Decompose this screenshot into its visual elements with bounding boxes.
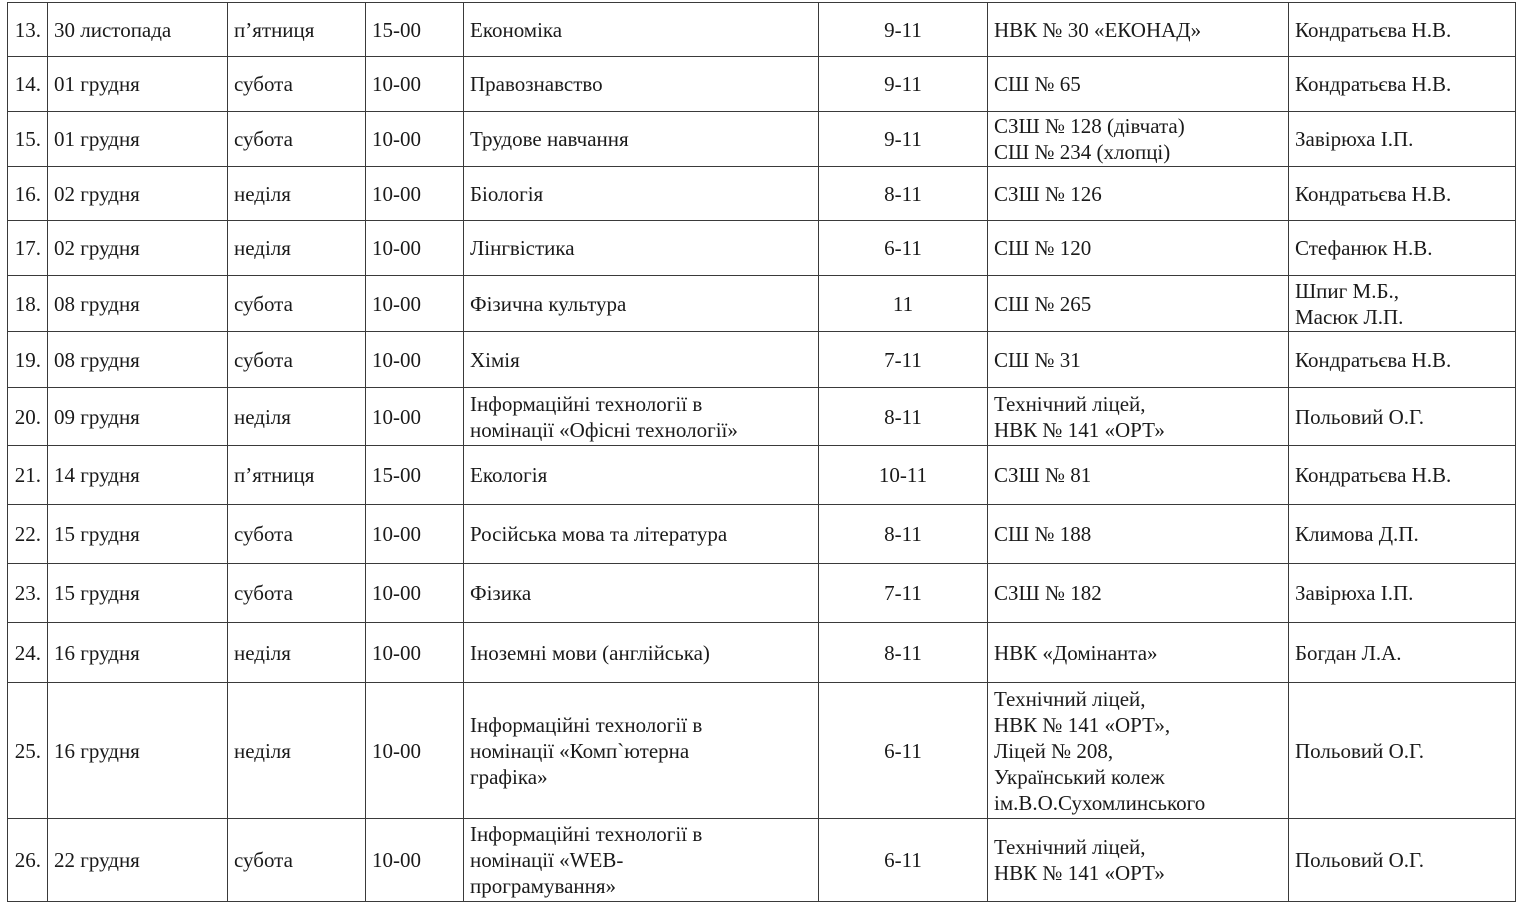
row-number: 23. (8, 564, 48, 623)
subject-cell: Фізична культура (464, 276, 819, 332)
time-cell: 10-00 (366, 388, 464, 446)
time-cell: 10-00 (366, 221, 464, 276)
grades-cell: 6-11 (819, 683, 988, 819)
weekday-cell: субота (228, 112, 366, 167)
grades-cell: 6-11 (819, 819, 988, 902)
table-row (8, 564, 1516, 623)
date-cell: 08 грудня (48, 332, 228, 388)
date-cell: 16 грудня (48, 623, 228, 683)
table-row (8, 332, 1516, 388)
weekday-cell: субота (228, 57, 366, 112)
row-number: 18. (8, 276, 48, 332)
grades-cell: 6-11 (819, 221, 988, 276)
olympiad-schedule-table (7, 2, 1516, 902)
row-number: 21. (8, 446, 48, 505)
date-cell: 30 листопада (48, 3, 228, 57)
responsible-cell: Богдан Л.А. (1289, 623, 1516, 683)
date-cell: 15 грудня (48, 564, 228, 623)
time-cell: 10-00 (366, 819, 464, 902)
time-cell: 10-00 (366, 57, 464, 112)
grades-cell: 8-11 (819, 623, 988, 683)
date-cell: 01 грудня (48, 57, 228, 112)
date-cell: 09 грудня (48, 388, 228, 446)
date-cell: 16 грудня (48, 683, 228, 819)
date-cell: 01 грудня (48, 112, 228, 167)
weekday-cell: субота (228, 276, 366, 332)
row-number: 19. (8, 332, 48, 388)
venue-cell: СЗШ № 182 (988, 564, 1289, 623)
venue-cell: СШ № 265 (988, 276, 1289, 332)
subject-cell: Біологія (464, 167, 819, 221)
venue-cell: Технічний ліцей, НВК № 141 «ОРТ», Ліцей № 208, Український колеж ім.В.О.Сухомлинського (988, 683, 1289, 819)
grades-cell: 9-11 (819, 57, 988, 112)
venue-cell: СШ № 31 (988, 332, 1289, 388)
table-row (8, 57, 1516, 112)
time-cell: 10-00 (366, 167, 464, 221)
weekday-cell: субота (228, 564, 366, 623)
responsible-cell: Завірюха І.П. (1289, 564, 1516, 623)
row-number: 20. (8, 388, 48, 446)
table-row (8, 505, 1516, 564)
table-row (8, 112, 1516, 167)
subject-cell: Фізика (464, 564, 819, 623)
subject-cell: Трудове навчання (464, 112, 819, 167)
subject-cell: Інформаційні технології в номінації «Офісні технології» (464, 388, 819, 446)
row-number: 17. (8, 221, 48, 276)
subject-cell: Правознавство (464, 57, 819, 112)
subject-cell: Лінгвістика (464, 221, 819, 276)
date-cell: 22 грудня (48, 819, 228, 902)
grades-cell: 9-11 (819, 3, 988, 57)
subject-cell: Російська мова та література (464, 505, 819, 564)
time-cell: 10-00 (366, 332, 464, 388)
grades-cell: 8-11 (819, 388, 988, 446)
responsible-cell: Кондратьєва Н.В. (1289, 167, 1516, 221)
row-number: 22. (8, 505, 48, 564)
responsible-cell: Польовий О.Г. (1289, 683, 1516, 819)
grades-cell: 8-11 (819, 167, 988, 221)
table-row (8, 446, 1516, 505)
row-number: 15. (8, 112, 48, 167)
date-cell: 14 грудня (48, 446, 228, 505)
weekday-cell: субота (228, 505, 366, 564)
time-cell: 10-00 (366, 564, 464, 623)
venue-cell: СЗШ № 81 (988, 446, 1289, 505)
date-cell: 08 грудня (48, 276, 228, 332)
date-cell: 02 грудня (48, 221, 228, 276)
time-cell: 10-00 (366, 623, 464, 683)
weekday-cell: п’ятниця (228, 446, 366, 505)
grades-cell: 11 (819, 276, 988, 332)
responsible-cell: Польовий О.Г. (1289, 819, 1516, 902)
table-row (8, 623, 1516, 683)
row-number: 16. (8, 167, 48, 221)
weekday-cell: п’ятниця (228, 3, 366, 57)
grades-cell: 10-11 (819, 446, 988, 505)
row-number: 26. (8, 819, 48, 902)
time-cell: 10-00 (366, 276, 464, 332)
venue-cell: СШ № 65 (988, 57, 1289, 112)
weekday-cell: неділя (228, 388, 366, 446)
grades-cell: 7-11 (819, 564, 988, 623)
venue-cell: Технічний ліцей, НВК № 141 «ОРТ» (988, 388, 1289, 446)
time-cell: 10-00 (366, 683, 464, 819)
venue-cell: Технічний ліцей, НВК № 141 «ОРТ» (988, 819, 1289, 902)
subject-cell: Економіка (464, 3, 819, 57)
venue-cell: СШ № 188 (988, 505, 1289, 564)
venue-cell: СЗШ № 126 (988, 167, 1289, 221)
responsible-cell: Климова Д.П. (1289, 505, 1516, 564)
date-cell: 02 грудня (48, 167, 228, 221)
weekday-cell: субота (228, 332, 366, 388)
time-cell: 15-00 (366, 446, 464, 505)
responsible-cell: Польовий О.Г. (1289, 388, 1516, 446)
row-number: 14. (8, 57, 48, 112)
table-row (8, 3, 1516, 57)
table-row (8, 167, 1516, 221)
weekday-cell: неділя (228, 683, 366, 819)
subject-cell: Інформаційні технології в номінації «WEB- програмування» (464, 819, 819, 902)
date-cell: 15 грудня (48, 505, 228, 564)
time-cell: 10-00 (366, 112, 464, 167)
weekday-cell: неділя (228, 221, 366, 276)
venue-cell: НВК № 30 «ЕКОНАД» (988, 3, 1289, 57)
responsible-cell: Кондратьєва Н.В. (1289, 446, 1516, 505)
grades-cell: 9-11 (819, 112, 988, 167)
row-number: 24. (8, 623, 48, 683)
time-cell: 10-00 (366, 505, 464, 564)
subject-cell: Інформаційні технології в номінації «Комп`ютерна графіка» (464, 683, 819, 819)
weekday-cell: неділя (228, 623, 366, 683)
grades-cell: 7-11 (819, 332, 988, 388)
subject-cell: Хімія (464, 332, 819, 388)
table-row (8, 683, 1516, 819)
responsible-cell: Кондратьєва Н.В. (1289, 332, 1516, 388)
subject-cell: Іноземні мови (англійська) (464, 623, 819, 683)
venue-cell: НВК «Домінанта» (988, 623, 1289, 683)
subject-cell: Екологія (464, 446, 819, 505)
responsible-cell: Кондратьєва Н.В. (1289, 57, 1516, 112)
row-number: 13. (8, 3, 48, 57)
table-row (8, 221, 1516, 276)
responsible-cell: Кондратьєва Н.В. (1289, 3, 1516, 57)
table-row (8, 388, 1516, 446)
weekday-cell: субота (228, 819, 366, 902)
row-number: 25. (8, 683, 48, 819)
table-row (8, 819, 1516, 902)
grades-cell: 8-11 (819, 505, 988, 564)
venue-cell: СЗШ № 128 (дівчата) СШ № 234 (хлопці) (988, 112, 1289, 167)
table-row (8, 276, 1516, 332)
responsible-cell: Шпиг М.Б., Масюк Л.П. (1289, 276, 1516, 332)
time-cell: 15-00 (366, 3, 464, 57)
responsible-cell: Завірюха І.П. (1289, 112, 1516, 167)
weekday-cell: неділя (228, 167, 366, 221)
venue-cell: СШ № 120 (988, 221, 1289, 276)
responsible-cell: Стефанюк Н.В. (1289, 221, 1516, 276)
